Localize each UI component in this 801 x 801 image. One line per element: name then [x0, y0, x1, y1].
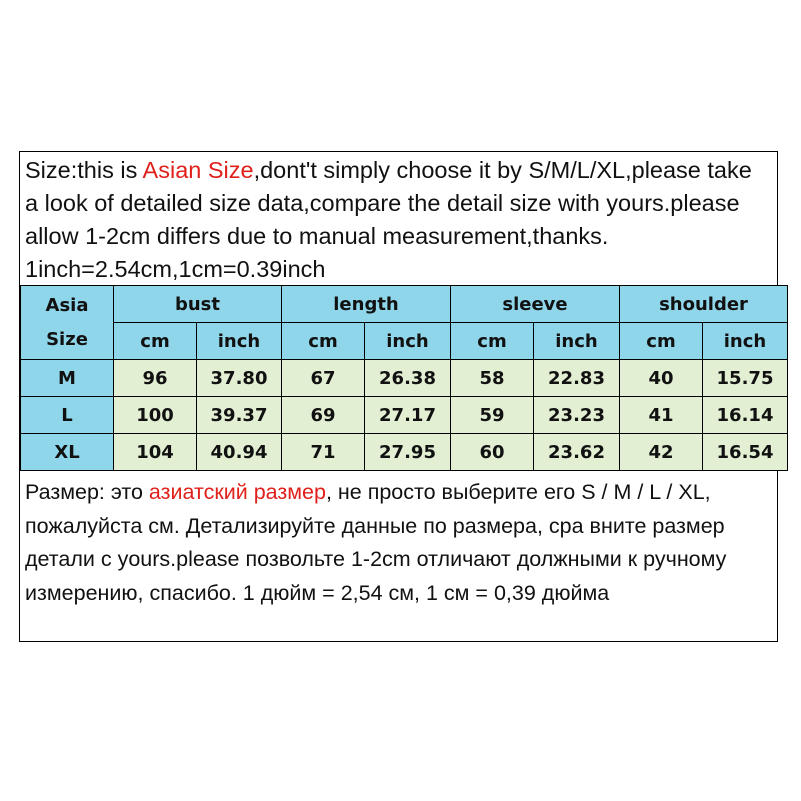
- shoulder-cm-cell: 40: [620, 360, 703, 397]
- bust-cm-cell: 104: [114, 434, 197, 471]
- shoulder-cm-cell: 41: [620, 397, 703, 434]
- sleeve-cm-cell: 58: [451, 360, 534, 397]
- length-header: length: [282, 286, 451, 323]
- sleeve-inch-cell: 23.23: [534, 397, 620, 434]
- sleeve-header: sleeve: [451, 286, 620, 323]
- table-row: [21, 397, 788, 434]
- note-en-prefix: Size:this is: [25, 157, 143, 183]
- bust-inch-cell: 40.94: [197, 434, 282, 471]
- shoulder-inch-cell: 16.54: [703, 434, 788, 471]
- note-en-highlight: Asian Size: [142, 157, 254, 183]
- length-cm-cell: 71: [282, 434, 365, 471]
- shoulder-header: shoulder: [620, 286, 788, 323]
- note-en-suffix: ,dont't simply choose it by S/M/L/XL,please take a look of detailed size data,compare the detail size with yours.please allow 1-2cm differs due to manual measurement,thanks. 1inch=2.54cm,1cm=0.39inch: [25, 157, 752, 282]
- sleeve-inch-cell: 22.83: [534, 360, 620, 397]
- bust-inch-cell: 37.80: [197, 360, 282, 397]
- bust-header: bust: [114, 286, 282, 323]
- length-cm-cell: 67: [282, 360, 365, 397]
- sleeve-cm-cell: 60: [451, 434, 534, 471]
- asia-size-header: [21, 286, 114, 360]
- table-header-row: [21, 286, 788, 323]
- size-note-russian: [20, 472, 777, 610]
- size-table: [20, 285, 788, 471]
- sleeve-inch-cell: 23.62: [534, 434, 620, 471]
- bust-cm-cell: 96: [114, 360, 197, 397]
- size-label: M: [21, 360, 114, 397]
- shoulder-inch-cell: 16.14: [703, 397, 788, 434]
- size-label: L: [21, 397, 114, 434]
- bust-inch-cell: 39.37: [197, 397, 282, 434]
- shoulder-inch-cell: 15.75: [703, 360, 788, 397]
- sleeve-cm-cell: 59: [451, 397, 534, 434]
- size-label: XL: [21, 434, 114, 471]
- length-cm-cell: 69: [282, 397, 365, 434]
- length-inch-cell: 27.95: [365, 434, 451, 471]
- bust-cm-cell: 100: [114, 397, 197, 434]
- shoulder-cm-cell: 42: [620, 434, 703, 471]
- note-ru-highlight: азиатский размер: [148, 480, 326, 504]
- note-ru-suffix: , не просто выберите его S / M / L / XL, пожалуйста см. Детализируйте данные по размера, сра вните размер детали с yours.please позвольте 1-2cm отличают должными к ручному измерению, спасибо. 1 дюйм = 2,54 см, 1 см = 0,39 дюйма: [25, 480, 727, 605]
- unit-inch-header: inch: [365, 323, 451, 360]
- unit-cm-header: cm: [620, 323, 703, 360]
- asia-size-label-line1: Asia: [45, 294, 89, 316]
- length-inch-cell: 26.38: [365, 360, 451, 397]
- table-row: [21, 434, 788, 471]
- unit-cm-header: cm: [114, 323, 197, 360]
- table-unit-row: [21, 323, 788, 360]
- unit-inch-header: inch: [703, 323, 788, 360]
- table-row: [21, 360, 788, 397]
- unit-cm-header: cm: [451, 323, 534, 360]
- note-ru-prefix: Размер: это: [25, 480, 149, 504]
- unit-inch-header: inch: [534, 323, 620, 360]
- unit-inch-header: inch: [197, 323, 282, 360]
- length-inch-cell: 27.17: [365, 397, 451, 434]
- asia-size-label-line2: Size: [46, 328, 88, 350]
- size-chart-frame: [19, 151, 778, 642]
- unit-cm-header: cm: [282, 323, 365, 360]
- size-note-english: [20, 152, 777, 285]
